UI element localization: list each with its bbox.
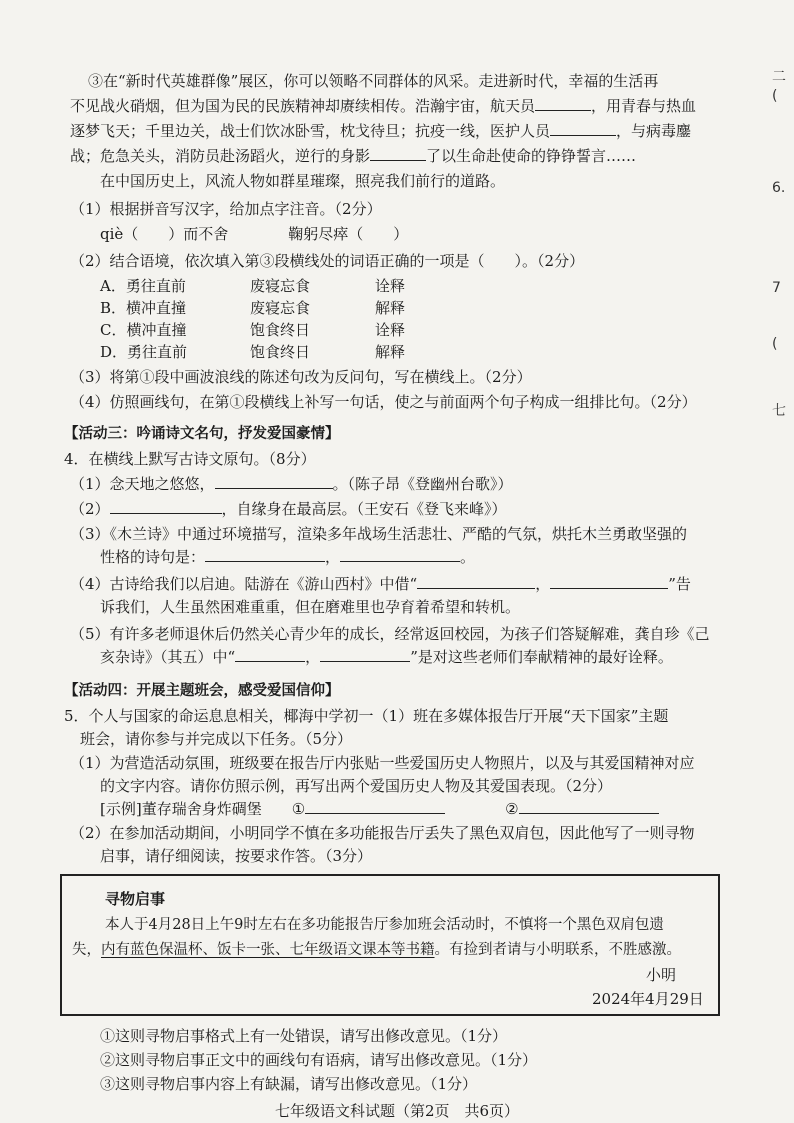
notice-body-1: 本人于4月28日上午9时左右在多功能报告厅参加班会活动时，不慎将一个黑色双肩包遗 [105,917,664,933]
blank-line[interactable] [550,574,668,589]
blank-line[interactable] [417,574,535,589]
notice-date: 2024年4月29日 [592,990,704,1008]
question-4-intro: 4．在横线上默写古诗文原句。（8分） [64,450,316,468]
question-3: （3）将第①段中画波浪线的陈述句改为反问句，写在横线上。（2分） [70,368,532,386]
option-a: A．勇往直前 废寝忘食 诠释 [100,277,406,295]
margin-fragment: ( [772,336,778,352]
question-1-items: qiè（ ）而不舍 鞠躬尽瘁（ ） [100,225,409,243]
blank-line[interactable] [205,547,325,562]
blank-line[interactable] [535,96,591,111]
question-4: （4）仿照画线句，在第①段横线上补写一句话，使之与前面两个句子构成一组排比句。（2分） [70,393,697,411]
poem-item-3: （3）《木兰诗》中通过环境描写，渲染多年战场生活悲壮、严酷的气氛，烘托木兰勇敢坚强的 [70,525,688,543]
margin-fragment: 二 [772,69,786,85]
question-2: （2）结合语境，依次填入第③段横线处的词语正确的一项是（ ）。（2分） [70,252,585,270]
blank-line[interactable] [370,146,426,161]
passage-line: 在中国历史上，风流人物如群星璀璨，照亮我们前行的道路。 [100,172,506,190]
margin-fragment: ( [772,88,778,104]
margin-fragment: 7 [772,280,781,296]
blank-line[interactable] [215,474,333,489]
sub-question-1: （1）为营造活动氛围，班级要在报告厅内张贴一些爱国历史人物照片，以及与其爱国精神对应 [70,754,695,772]
notice-title: 寻物启事 [105,890,166,908]
blank-line[interactable] [235,647,305,662]
blank-line[interactable] [550,121,616,136]
notice-question-3: ③这则寻物启事内容上有缺漏，请写出修改意见。（1分） [100,1075,478,1093]
answer-blank-1[interactable] [305,799,445,814]
option-c: C．横冲直撞 饱食终日 诠释 [100,321,406,339]
poem-item-5: （5）有许多老师退休后仍然关心青少年的成长，经常返回校园，为孩子们答疑解难，龚自珍《己 [70,625,710,643]
poem-item-4: （4）古诗给我们以启迪。陆游在《游山西村》中借“ ， ”告 [70,575,691,593]
sub-question-2b: 启事，请仔细阅读，按要求作答。（3分） [100,847,373,865]
poem-item-5b: 亥杂诗》（其五）中“ ， ”是对这些老师们奉献精神的最好诠释。 [100,648,673,666]
page-footer: 七年级语文科试题（第2页 共6页） [274,1102,520,1120]
poem-item-3b: 性格的诗句是： ， 。 [100,548,476,566]
option-b: B．横冲直撞 废寝忘食 解释 [100,299,406,317]
notice-signature: 小明 [646,966,677,984]
option-d: D．勇往直前 饱食终日 解释 [100,343,406,361]
example-line: [示例]董存瑞舍身炸碉堡 ① ② [100,798,754,820]
question-5-intro-2: 班会，请你参与并完成以下任务。（5分） [80,730,353,748]
blank-line[interactable] [320,647,410,662]
passage-line: ③在“新时代英雄群像”展区，你可以领略不同群体的风采。走进新时代，幸福的生活再 [88,72,659,90]
poem-item-2: （2） ，自缘身在最高层。（王安石《登飞来峰》） [70,500,507,518]
passage-line: 逐梦飞天；千里边关，战士们饮冰卧雪，枕戈待旦；抗疫一线，医护人员 ，与病毒鏖 [70,122,692,140]
question-1: （1）根据拼音写汉字，给加点字注音。（2分） [70,200,382,218]
passage-line: 不见战火硝烟，但为国为民的民族精神却赓续相传。浩瀚宇宙，航天员 ，用青春与热血 [70,97,697,115]
notice-question-2: ②这则寻物启事正文中的画线句有语病，请写出修改意见。（1分） [100,1051,538,1069]
activity-4-title: 【活动四：开展主题班会，感受爱国信仰】 [64,683,340,699]
passage-line: 战；危急关头，消防员赴汤蹈火，逆行的身影 了以生命赴使命的铮铮誓言…… [70,147,637,165]
blank-line[interactable] [110,499,222,514]
notice-body-2: 失，内有蓝色保温杯、饭卡一张、七年级语文课本等书籍。有捡到者请与小明联系，不胜感激。 [72,942,681,958]
underlined-sentence: 内有蓝色保温杯、饭卡一张、七年级语文课本等书籍 [101,942,435,958]
notice-question-1: ①这则寻物启事格式上有一处错误，请写出修改意见。（1分） [100,1027,508,1045]
poem-item-1: （1）念天地之悠悠， 。（陈子昂《登幽州台歌》） [70,475,513,493]
activity-3-title: 【活动三：吟诵诗文名句，抒发爱国豪情】 [64,426,340,442]
margin-fragment: 七 [772,403,786,419]
sub-question-1b: 的文字内容。请你仿照示例，再写出两个爱国历史人物及其爱国表现。（2分） [100,777,613,795]
question-5-intro: 5．个人与国家的命运息息相关，椰海中学初一（1）班在多媒体报告厅开展“天下国家”主题 [64,707,669,725]
answer-blank-2[interactable] [519,799,659,814]
sub-question-2: （2）在参加活动期间，小明同学不慎在多功能报告厅丢失了黑色双肩包，因此他写了一则寻物 [70,824,695,842]
poem-item-4b: 诉我们，人生虽然困难重重，但在磨难里也孕育着希望和转机。 [100,598,521,616]
margin-fragment: 6. [772,180,786,196]
blank-line[interactable] [340,547,460,562]
